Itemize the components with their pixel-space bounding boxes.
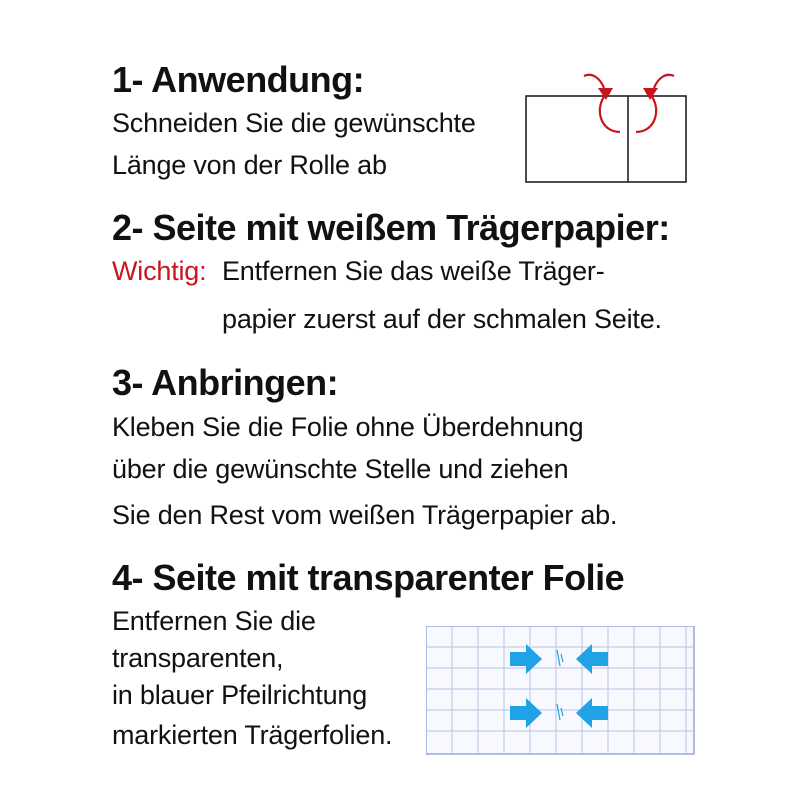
step4-heading: 4- Seite mit transparenter Folie — [112, 557, 625, 598]
step2-heading: 2- Seite mit weißem Trägerpapier: — [112, 207, 670, 248]
step2-line-2: papier zuerst auf der schmalen Seite. — [222, 304, 662, 334]
step1-line-1: Schneiden Sie die gewünschte — [112, 108, 476, 138]
important-label: Wichtig: — [112, 256, 207, 286]
step3-line-1: Kleben Sie die Folie ohne Überdehnung — [112, 412, 584, 442]
step3-line-2: über die gewünschte Stelle und ziehen — [112, 454, 569, 484]
transparent-film-grid-illustration — [426, 626, 696, 756]
step1-heading: 1- Anwendung: — [112, 59, 365, 100]
cut-roll-illustration — [518, 68, 718, 188]
step4-line-1: Entfernen Sie die — [112, 606, 316, 636]
step4-line-3: in blauer Pfeilrichtung — [112, 680, 368, 710]
step3-heading: 3- Anbringen: — [112, 362, 339, 403]
step3-line-3: Sie den Rest vom weißen Trägerpapier ab. — [112, 500, 618, 530]
step1-line-2: Länge von der Rolle ab — [112, 150, 387, 180]
step2-line-1: Entfernen Sie das weiße Träger- — [222, 256, 605, 286]
step4-line-4: markierten Trägerfolien. — [112, 720, 393, 750]
step4-line-2: transparenten, — [112, 643, 284, 673]
